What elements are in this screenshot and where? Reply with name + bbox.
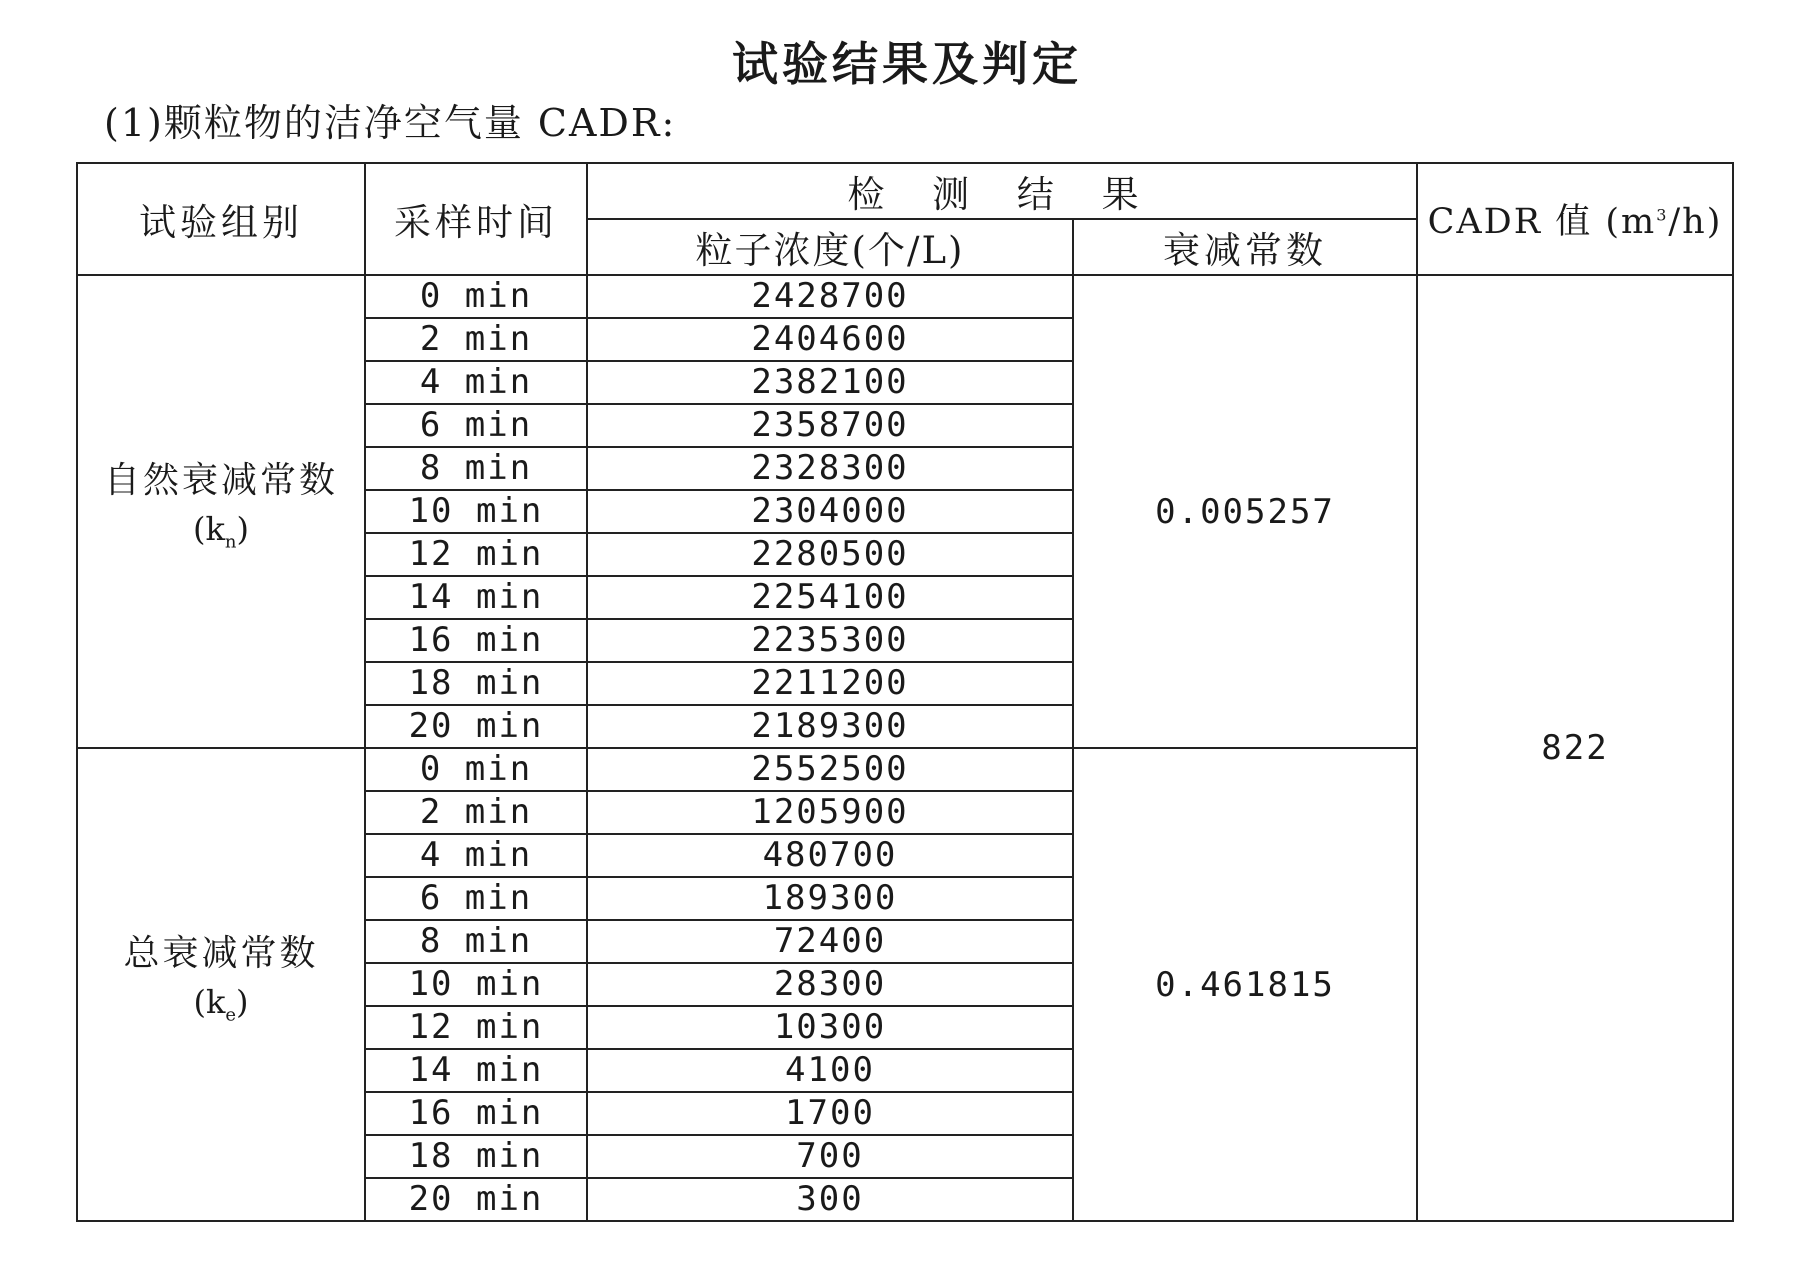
concentration-cell: 2235300: [587, 619, 1073, 662]
concentration-cell: 2404600: [587, 318, 1073, 361]
sampling-time-cell: 20 min: [365, 705, 587, 748]
sampling-time-cell: 16 min: [365, 1092, 587, 1135]
header-cadr: [1417, 163, 1733, 275]
concentration-cell: 2189300: [587, 705, 1073, 748]
decay-constant-cell: 0.461815: [1073, 748, 1417, 1221]
cadr-value-cell: 822: [1417, 275, 1733, 1221]
concentration-cell: 2280500: [587, 533, 1073, 576]
group-symbol: [78, 505, 364, 566]
group-symbol-close: ): [236, 509, 249, 548]
header-cadr-sup: 3: [1656, 205, 1669, 225]
concentration-cell: 2328300: [587, 447, 1073, 490]
sampling-time-cell: 18 min: [365, 662, 587, 705]
sampling-time-cell: 2 min: [365, 791, 587, 834]
sampling-time-cell: 18 min: [365, 1135, 587, 1178]
concentration-cell: 2304000: [587, 490, 1073, 533]
concentration-cell: 2382100: [587, 361, 1073, 404]
concentration-cell: 189300: [587, 877, 1073, 920]
sampling-time-cell: 12 min: [365, 1006, 587, 1049]
group-symbol-sub: e: [225, 1004, 237, 1026]
group-symbol-sub: n: [224, 531, 237, 553]
table-row: [77, 275, 1733, 318]
header-time: 采样时间: [365, 163, 587, 275]
group-label-cell: [77, 748, 365, 1221]
sampling-time-cell: 16 min: [365, 619, 587, 662]
concentration-cell: 10300: [587, 1006, 1073, 1049]
sampling-time-cell: 10 min: [365, 490, 587, 533]
sampling-time-cell: 8 min: [365, 447, 587, 490]
concentration-cell: 480700: [587, 834, 1073, 877]
sampling-time-cell: 0 min: [365, 275, 587, 318]
group-label-cell: [77, 275, 365, 748]
header-row-1: [77, 163, 1733, 219]
header-cadr-suffix: /h): [1668, 202, 1723, 242]
group-symbol-close: ): [236, 982, 249, 1021]
header-cadr-prefix: CADR 值 (m: [1427, 202, 1657, 242]
header-concentration: 粒子浓度(个/L): [587, 219, 1073, 275]
concentration-cell: 28300: [587, 963, 1073, 1006]
concentration-cell: 700: [587, 1135, 1073, 1178]
group-name: 总衰减常数: [123, 932, 319, 974]
concentration-cell: 4100: [587, 1049, 1073, 1092]
header-group: 试验组别: [77, 163, 365, 275]
sampling-time-cell: 20 min: [365, 1178, 587, 1221]
test-results-table: [76, 162, 1734, 1222]
decay-constant-cell: 0.005257: [1073, 275, 1417, 748]
concentration-cell: 2211200: [587, 662, 1073, 705]
sampling-time-cell: 8 min: [365, 920, 587, 963]
concentration-cell: 2254100: [587, 576, 1073, 619]
group-name: 自然衰减常数: [103, 459, 338, 501]
sampling-time-cell: 4 min: [365, 361, 587, 404]
concentration-cell: 1205900: [587, 791, 1073, 834]
sampling-time-cell: 14 min: [365, 1049, 587, 1092]
sampling-time-cell: 2 min: [365, 318, 587, 361]
group-symbol-base: (k: [193, 509, 225, 548]
header-results: 检 测 结 果: [587, 163, 1417, 219]
sampling-time-cell: 6 min: [365, 877, 587, 920]
sampling-time-cell: 10 min: [365, 963, 587, 1006]
sampling-time-cell: 0 min: [365, 748, 587, 791]
sampling-time-cell: 12 min: [365, 533, 587, 576]
group-symbol: [78, 978, 364, 1039]
page-title: 试验结果及判定: [732, 37, 1082, 91]
concentration-cell: 2552500: [587, 748, 1073, 791]
sampling-time-cell: 4 min: [365, 834, 587, 877]
concentration-cell: 1700: [587, 1092, 1073, 1135]
group-symbol-base: (k: [193, 982, 226, 1021]
section-subtitle: (1)颗粒物的洁净空气量 CADR:: [104, 101, 677, 145]
header-decay: 衰减常数: [1073, 219, 1417, 275]
sampling-time-cell: 6 min: [365, 404, 587, 447]
sampling-time-cell: 14 min: [365, 576, 587, 619]
concentration-cell: 300: [587, 1178, 1073, 1221]
concentration-cell: 2428700: [587, 275, 1073, 318]
concentration-cell: 2358700: [587, 404, 1073, 447]
concentration-cell: 72400: [587, 920, 1073, 963]
